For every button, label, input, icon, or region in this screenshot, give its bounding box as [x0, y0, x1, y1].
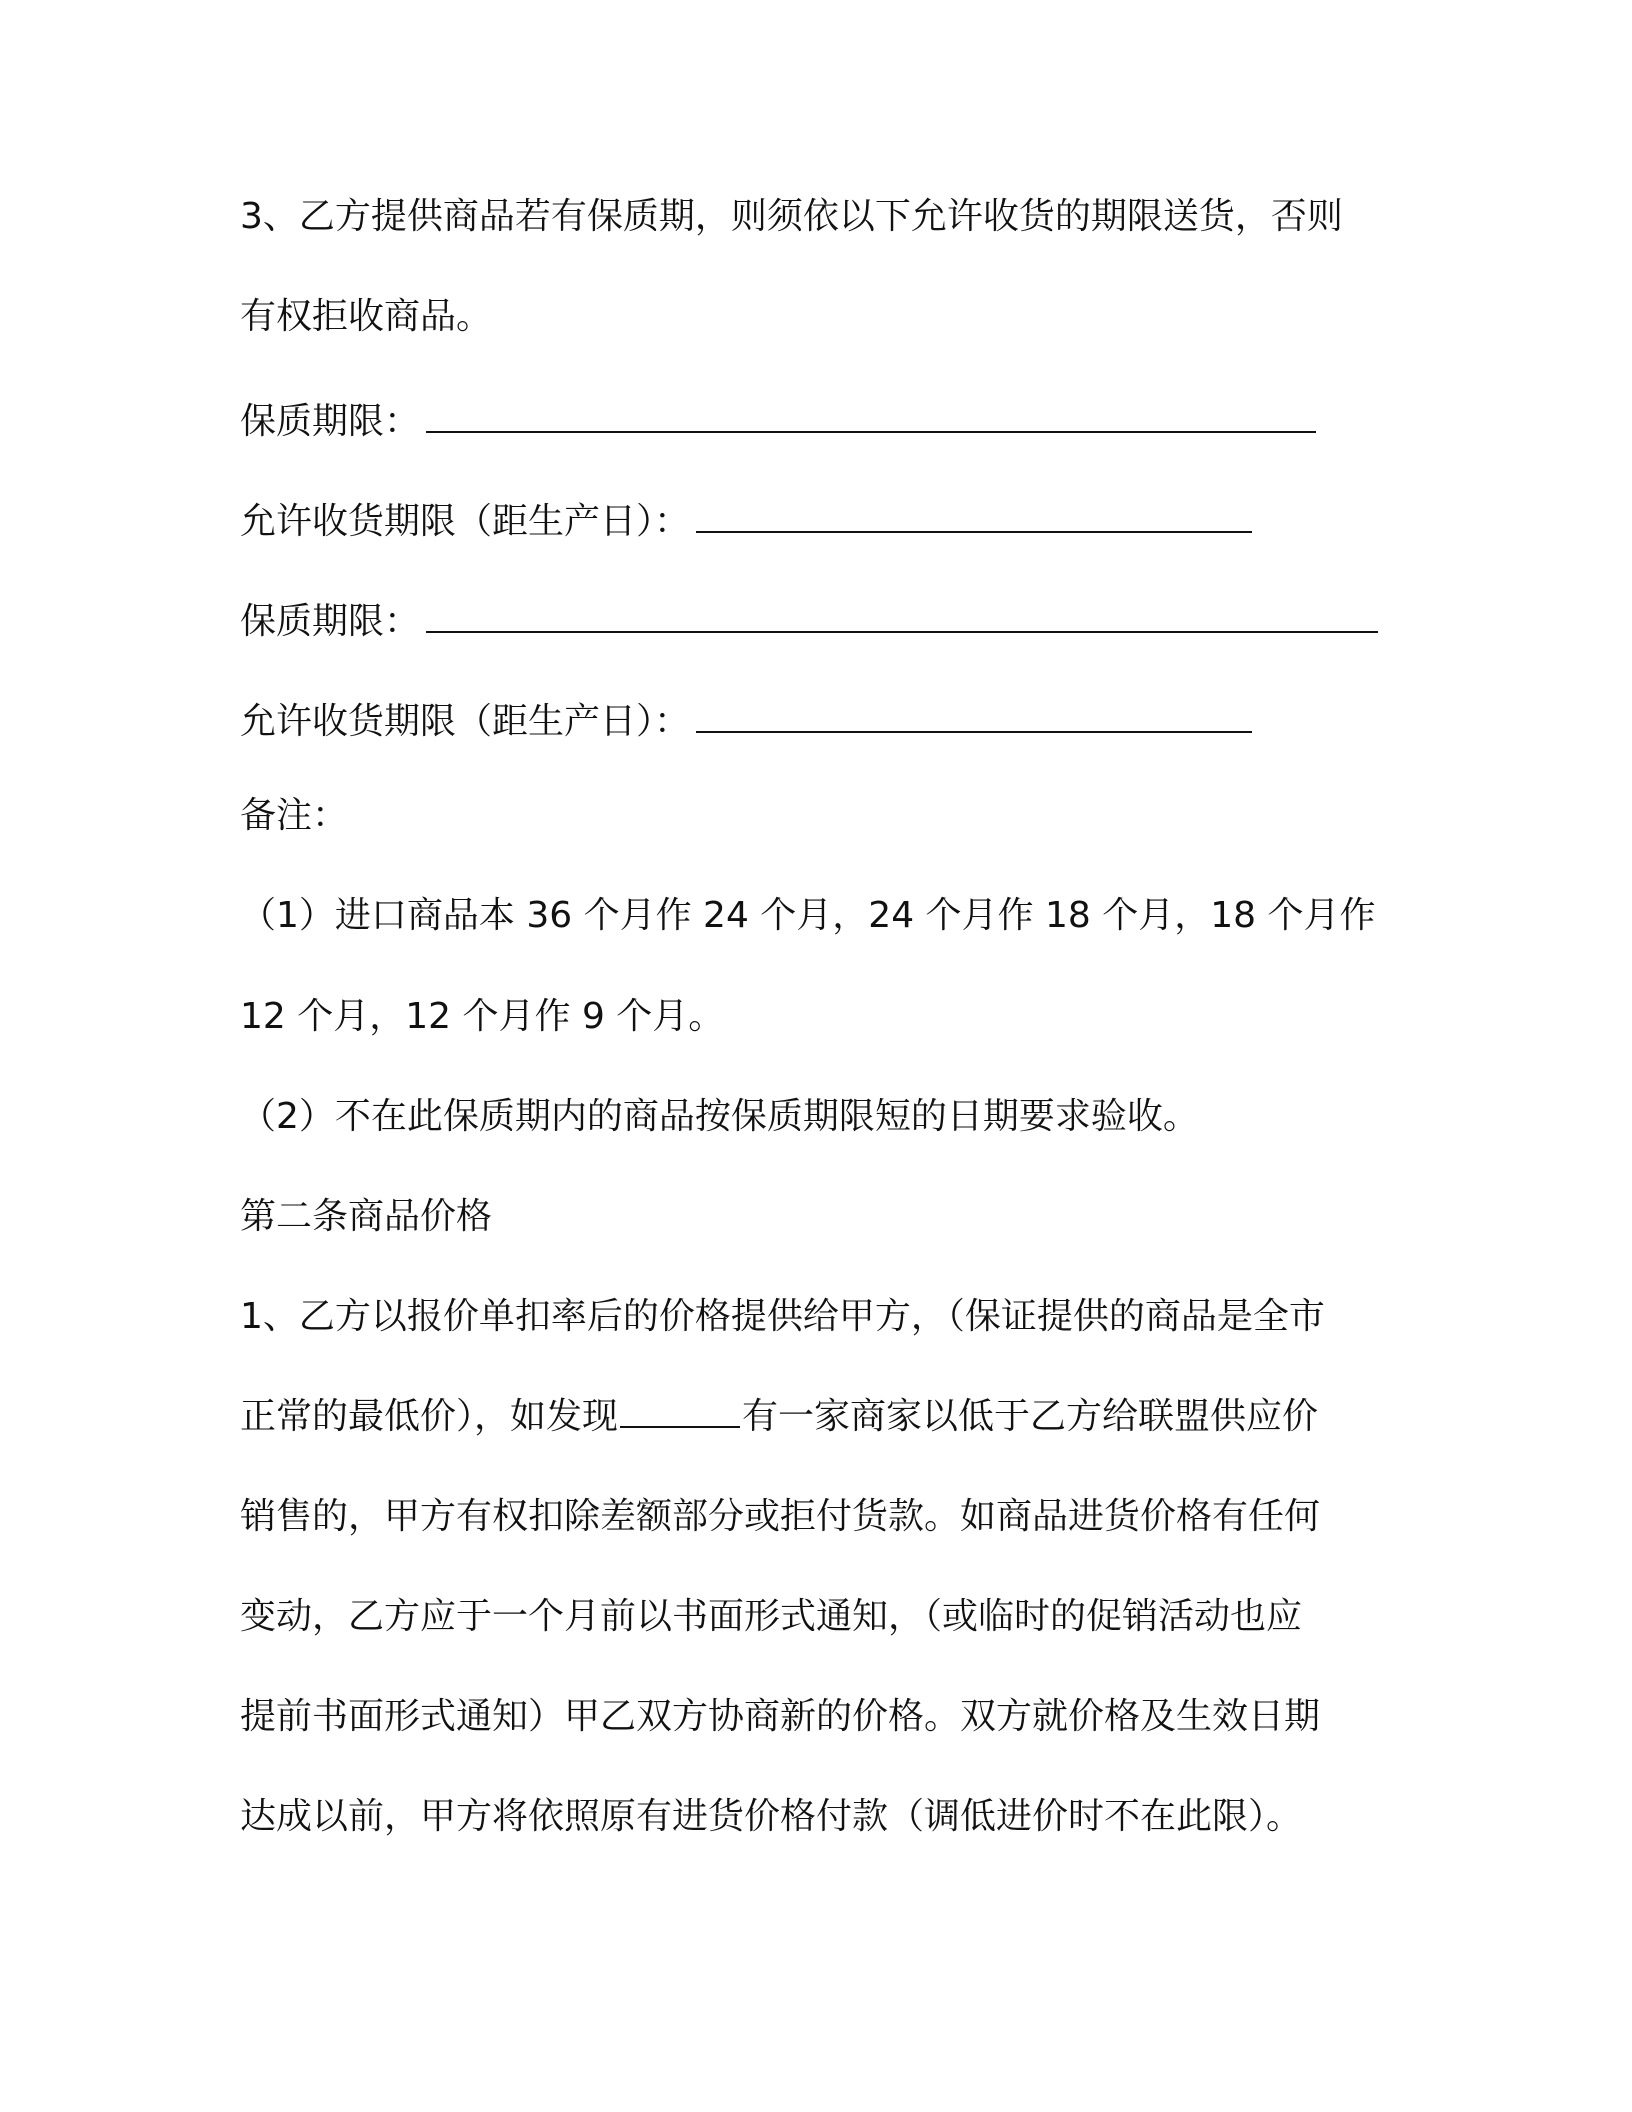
receive-limit-blank-2[interactable] — [696, 701, 1252, 733]
field-receive-limit-2 — [240, 698, 1252, 746]
article2-clause1-line6: 达成以前，甲方将依照原有进货价格付款（调低进价时不在此限）。 — [240, 1796, 1303, 1837]
field-label: 保质期限： — [240, 401, 421, 442]
article2-clause1-line1: 1、乙方以报价单扣率后的价格提供给甲方，（保证提供的商品是全市 — [240, 1296, 1325, 1337]
article2-clause1-line5: 提前书面形式通知）甲乙双方协商新的价格。双方就价格及生效日期 — [240, 1696, 1321, 1737]
field-shelf-life-1 — [240, 398, 1316, 446]
shelf-life-blank-2[interactable] — [426, 601, 1378, 633]
text-after-blank: 有一家商家以低于乙方给联盟供应价 — [742, 1396, 1319, 1437]
article2-title: 第二条商品价格 — [240, 1196, 493, 1237]
shelf-life-blank-1[interactable] — [426, 401, 1316, 433]
clause3-line2: 有权拒收商品。 — [240, 296, 493, 337]
note2: （2）不在此保质期内的商品按保质期限短的日期要求验收。 — [240, 1096, 1199, 1137]
note1-line2: 12 个月，12 个月作 9 个月。 — [240, 996, 725, 1037]
article2-clause1-line4: 变动，乙方应于一个月前以书面形式通知，（或临时的促销活动也应 — [240, 1596, 1303, 1637]
clause3-line1: 3、乙方提供商品若有保质期，则须依以下允许收货的期限送货，否则 — [240, 196, 1343, 237]
field-label: 允许收货期限（距生产日）： — [240, 501, 691, 542]
region-blank[interactable] — [620, 1396, 740, 1428]
article2-clause1-line3: 销售的，甲方有权扣除差额部分或拒付货款。如商品进货价格有任何 — [240, 1496, 1321, 1537]
field-label: 允许收货期限（距生产日）： — [240, 701, 691, 742]
notes-title: 备注： — [240, 795, 349, 836]
article2-clause1-line2 — [240, 1393, 1318, 1441]
field-label: 保质期限： — [240, 601, 421, 642]
receive-limit-blank-1[interactable] — [696, 501, 1252, 533]
field-receive-limit-1 — [240, 498, 1252, 546]
note1-line1: （1）进口商品本 36 个月作 24 个月，24 个月作 18 个月，18 个月作 — [240, 895, 1376, 936]
field-shelf-life-2 — [240, 598, 1378, 646]
text-before-blank: 正常的最低价），如发现 — [240, 1396, 619, 1437]
